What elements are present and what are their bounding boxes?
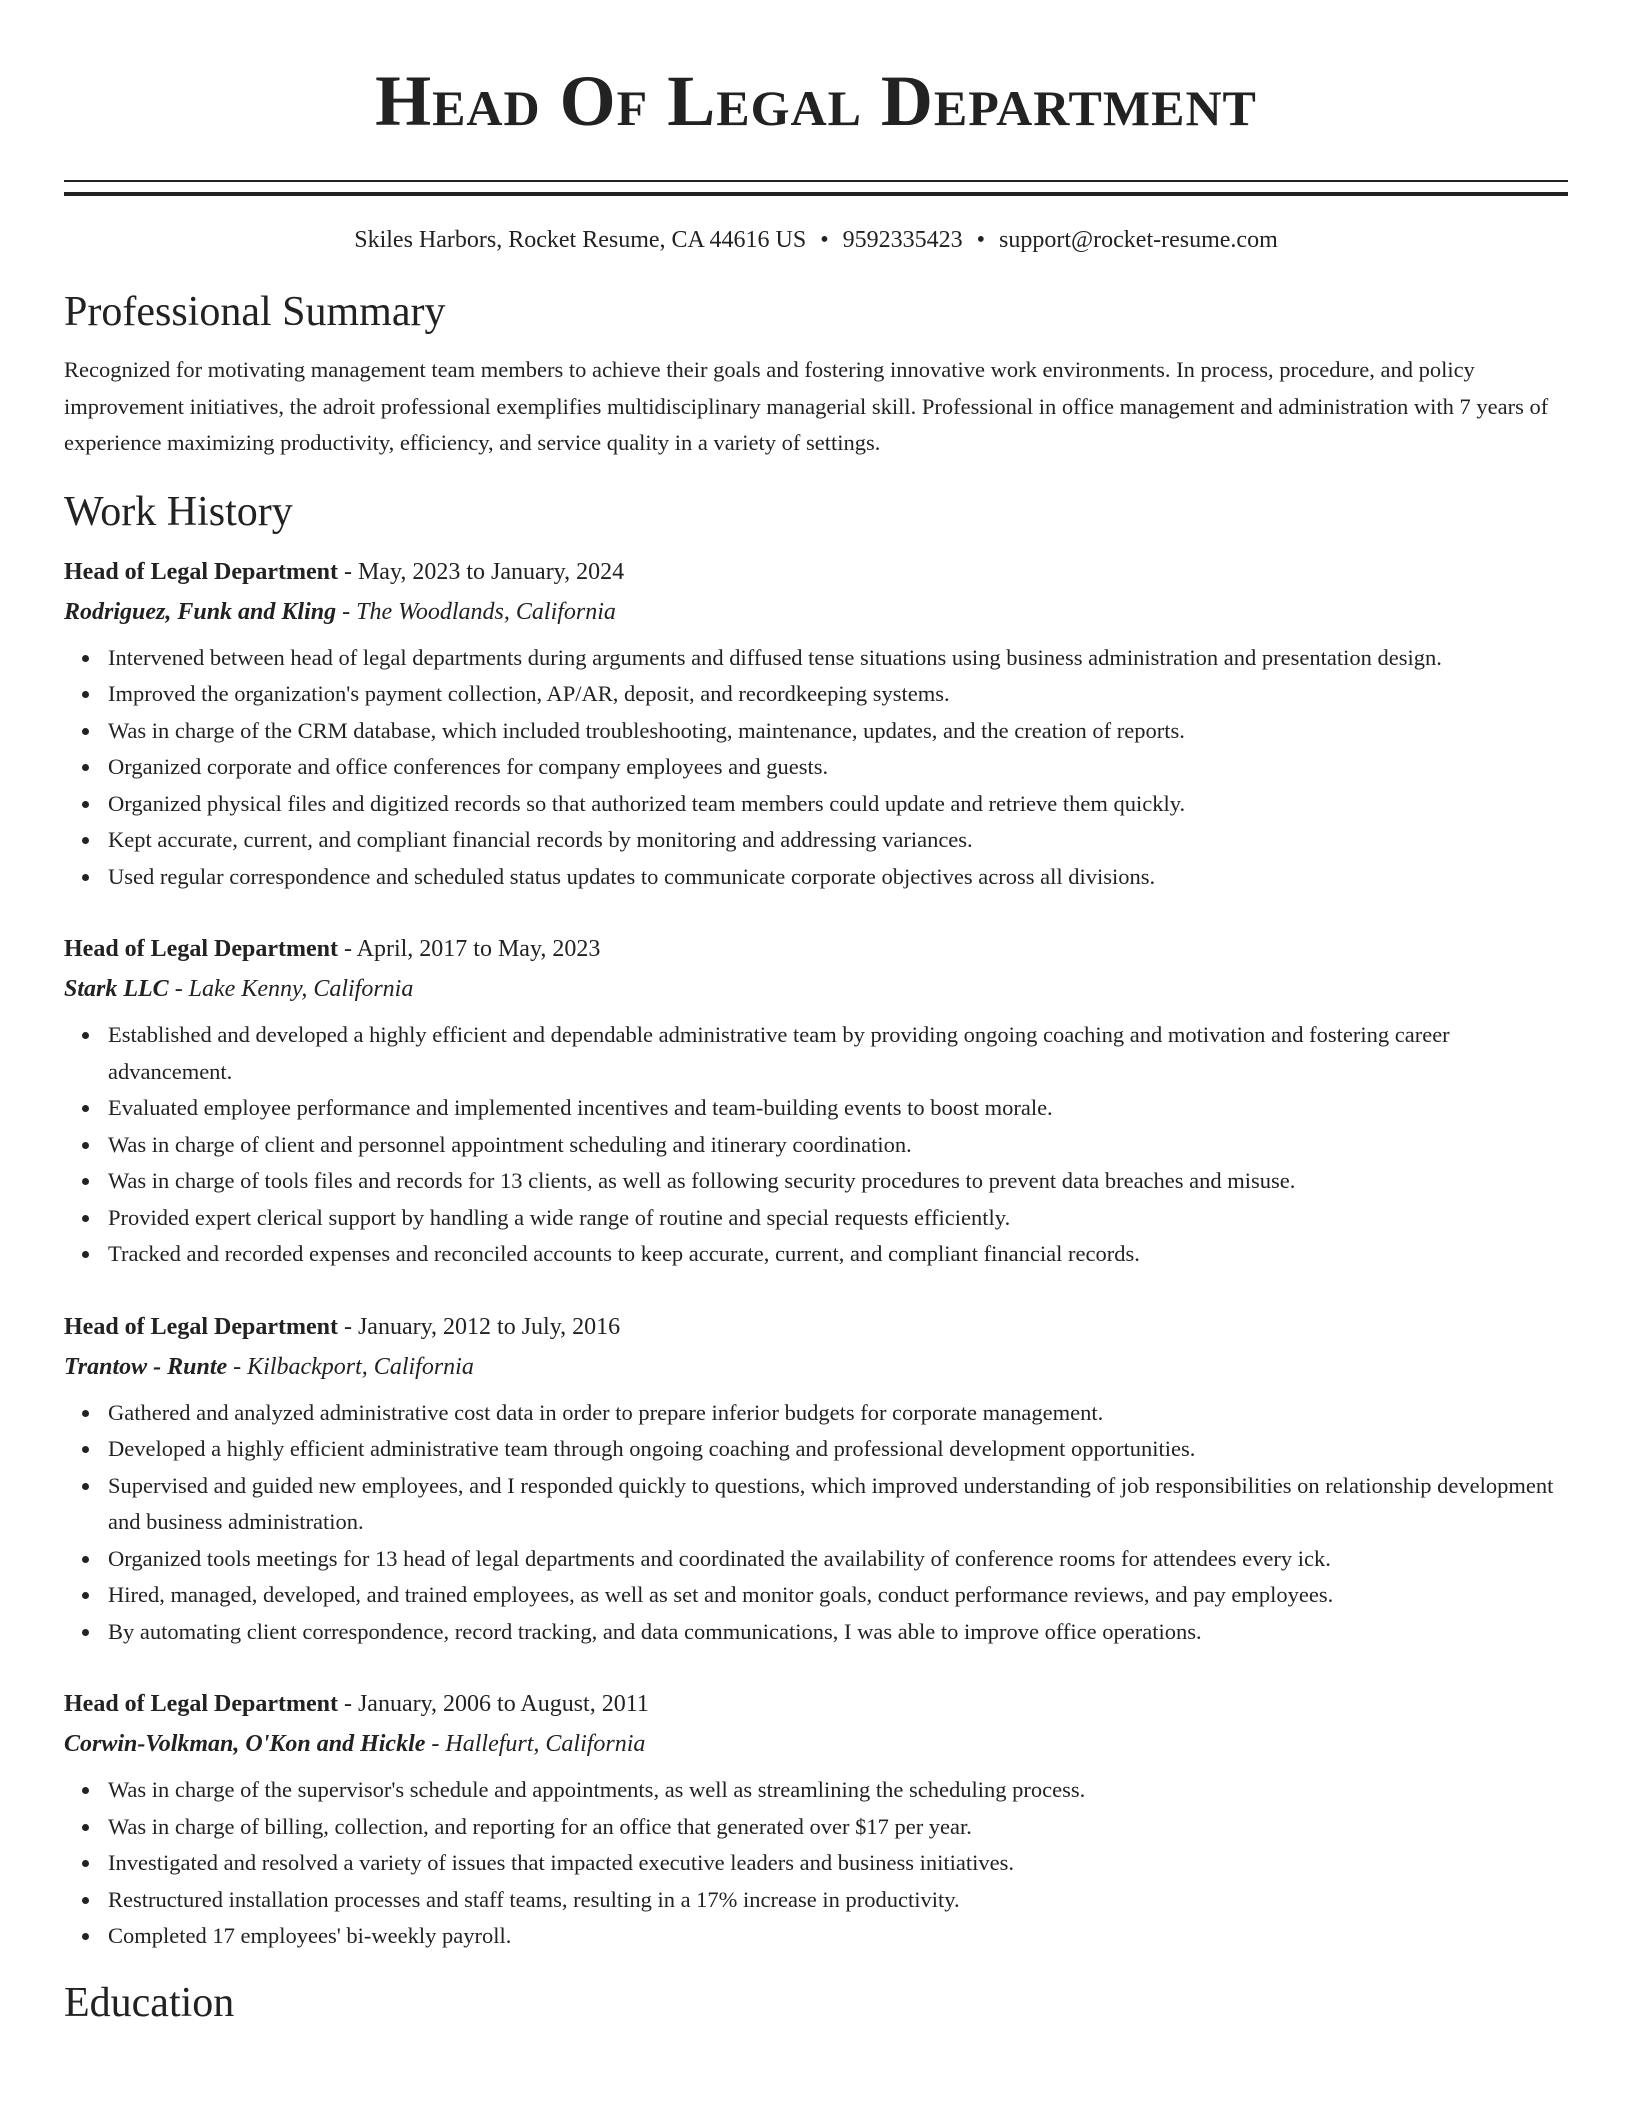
- job-entry: [64, 552, 1568, 896]
- job-location: - The Woodlands, California: [336, 598, 616, 625]
- job-bullet-item: Was in charge of billing, collection, and reporting for an office that generated over $17 per year.: [108, 1809, 1568, 1846]
- contact-separator: •: [820, 227, 829, 253]
- job-dates: - May, 2023 to January, 2024: [337, 558, 625, 585]
- contact-phone: 9592335423: [842, 227, 963, 253]
- job-bullet-item: Restructured installation processes and staff teams, resulting in a 17% increase in productivity.: [108, 1882, 1568, 1919]
- job-title-line: [64, 552, 1568, 592]
- job-bullet-item: Organized tools meetings for 13 head of legal departments and coordinated the availability of conference rooms for attendees every ick.: [108, 1541, 1568, 1578]
- work-history-heading: Work History: [64, 488, 293, 535]
- job-dates: - January, 2006 to August, 2011: [337, 1691, 649, 1717]
- work-history-list: [64, 552, 1568, 1955]
- job-bullet-list: [64, 1017, 1568, 1273]
- job-bullet-item: Organized physical files and digitized records so that authorized team members could update and retrieve them quickly.: [108, 786, 1568, 823]
- job-bullet-item: Hired, managed, developed, and trained employees, as well as set and monitor goals, conduct performance reviews, and pay employees.: [108, 1577, 1568, 1614]
- job-bullet-item: Tracked and recorded expenses and reconciled accounts to keep accurate, current, and compliant financial records.: [108, 1236, 1568, 1273]
- job-bullet-list: [64, 1395, 1568, 1651]
- job-bullet-item: Was in charge of tools files and records for 13 clients, as well as following security procedures to prevent data breaches and misuse.: [108, 1163, 1568, 1200]
- job-role: Head of Legal Department: [64, 1313, 338, 1340]
- job-company: Trantow - Runte: [64, 1353, 228, 1380]
- job-company-line: [64, 1347, 1568, 1387]
- job-bullet-item: Used regular correspondence and scheduled status updates to communicate corporate objectives across all divisions.: [108, 859, 1568, 896]
- job-bullet-item: Investigated and resolved a variety of issues that impacted executive leaders and business initiatives.: [108, 1845, 1568, 1882]
- job-bullet-item: Evaluated employee performance and implemented incentives and team-building events to boost morale.: [108, 1090, 1568, 1127]
- job-bullet-list: [64, 1772, 1568, 1955]
- job-bullet-item: Intervened between head of legal departments during arguments and diffused tense situations using business administration and presentation design.: [108, 640, 1568, 677]
- job-company: Rodriguez, Funk and Kling: [64, 598, 337, 625]
- job-bullet-item: Developed a highly efficient administrative team through ongoing coaching and professional development opportunities.: [108, 1431, 1568, 1468]
- job-bullet-item: Gathered and analyzed administrative cost data in order to prepare inferior budgets for corporate management.: [108, 1395, 1568, 1432]
- professional-summary-heading: Professional Summary: [64, 289, 446, 335]
- job-bullet-item: Was in charge of the supervisor's schedule and appointments, as well as streamlining the scheduling process.: [108, 1772, 1568, 1809]
- contact-address: Skiles Harbors, Rocket Resume, CA 44616 US: [354, 227, 807, 253]
- job-location: - Hallefurt, California: [425, 1731, 646, 1757]
- job-bullet-list: [64, 640, 1568, 896]
- job-bullet-item: Supervised and guided new employees, and I responded quickly to questions, which improved understanding of job responsibilities on relationship development and business administration.: [108, 1468, 1568, 1541]
- education-heading: Education: [64, 1979, 235, 2026]
- professional-summary-text: Recognized for motivating management team members to achieve their goals and fostering innovative work environments. In process, procedure, and policy improvement initiatives, the adroit professional exemplifies multidisciplinary managerial skill. Professional in office management and administration with 7 years of experience maximizing productivity, efficiency, and service quality in a variety of settings.: [64, 357, 1549, 455]
- job-location: - Lake Kenny, California: [168, 976, 414, 1002]
- job-entry: [64, 929, 1568, 1273]
- job-bullet-item: Completed 17 employees' bi-weekly payroll.: [108, 1918, 1568, 1955]
- job-company: Stark LLC: [64, 976, 169, 1002]
- job-role: Head of Legal Department: [64, 936, 338, 962]
- job-entry: [64, 1684, 1568, 1955]
- job-company-line: [64, 1724, 1568, 1764]
- job-company: Corwin-Volkman, O'Kon and Hickle: [64, 1731, 426, 1757]
- job-bullet-item: Established and developed a highly efficient and dependable administrative team by providing ongoing coaching and motivation and fostering career advancement.: [108, 1017, 1568, 1090]
- job-company-line: [64, 592, 1568, 632]
- job-company-line: [64, 969, 1568, 1009]
- contact-separator: •: [976, 227, 986, 253]
- job-role: Head of Legal Department: [64, 1691, 338, 1717]
- contact-email: support@rocket-resume.com: [999, 227, 1278, 253]
- job-entry: [64, 1307, 1568, 1651]
- job-bullet-item: Provided expert clerical support by handling a wide range of routine and special requests efficiently.: [108, 1200, 1568, 1237]
- job-bullet-item: Was in charge of client and personnel appointment scheduling and itinerary coordination.: [108, 1127, 1568, 1164]
- job-bullet-item: Was in charge of the CRM database, which included troubleshooting, maintenance, updates, and the creation of reports.: [108, 713, 1568, 750]
- title-double-rule: [64, 180, 1568, 196]
- job-bullet-item: Kept accurate, current, and compliant financial records by monitoring and addressing variances.: [108, 822, 1568, 859]
- job-role: Head of Legal Department: [64, 558, 338, 585]
- job-title-line: [64, 929, 1568, 969]
- job-dates: - January, 2012 to July, 2016: [337, 1313, 621, 1340]
- job-title-line: [64, 1307, 1568, 1347]
- job-bullet-item: Improved the organization's payment collection, AP/AR, deposit, and recordkeeping systems.: [108, 676, 1568, 713]
- job-dates: - April, 2017 to May, 2023: [337, 936, 601, 962]
- job-bullet-item: Organized corporate and office conferences for company employees and guests.: [108, 749, 1568, 786]
- contact-line: [64, 224, 1568, 256]
- job-title-line: [64, 1684, 1568, 1724]
- resume-title: Head Of Legal Department: [375, 61, 1257, 141]
- job-location: - Kilbackport, California: [227, 1353, 474, 1380]
- job-bullet-item: By automating client correspondence, record tracking, and data communications, I was able to improve office operations.: [108, 1614, 1568, 1651]
